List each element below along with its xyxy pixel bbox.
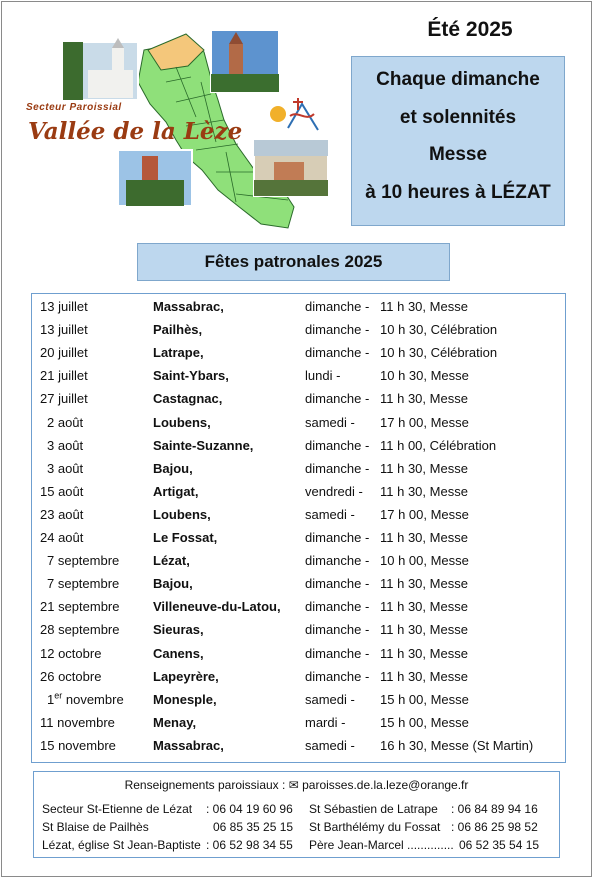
row-day: mardi - [305, 714, 346, 730]
schedule-row [32, 318, 565, 341]
row-place: Saint-Ybars, [153, 368, 229, 384]
row-time: 11 h 30, Messe [380, 299, 468, 314]
row-day: dimanche - [305, 599, 370, 615]
row-time: 10 h 30, Messe [380, 368, 469, 384]
row-time: 17 h 00, Messe [380, 414, 469, 430]
row-date: 21 juillet [40, 368, 88, 384]
schedule-row [32, 387, 565, 410]
row-day: dimanche - [305, 668, 370, 684]
schedule-row [32, 642, 565, 665]
row-time: 11 h 30, Messe [380, 530, 468, 545]
schedule-row [32, 526, 565, 549]
page-title: Été 2025 [427, 18, 513, 41]
contact-phone: : 06 84 89 94 16 [451, 802, 538, 816]
row-place: Latrape, [153, 345, 204, 361]
schedule-row [32, 688, 565, 711]
schedule-row [32, 411, 565, 434]
row-date: 11 novembre [40, 714, 115, 730]
row-date: 15 novembre [40, 737, 116, 753]
row-day: dimanche - [305, 622, 370, 638]
row-place: Lézat, [153, 553, 190, 569]
row-date: 13 juillet [40, 299, 88, 314]
row-time: 15 h 00, Messe [380, 714, 469, 730]
row-date: 21 septembre [40, 599, 120, 615]
contact-name: St Barthélémy du Fossat [309, 820, 441, 834]
contact-email[interactable]: paroisses.de.la.leze@orange.fr [302, 778, 469, 792]
schedule-row [32, 595, 565, 618]
contact-name: Père Jean-Marcel .............. [309, 838, 454, 852]
row-date: 2 août [47, 414, 84, 430]
schedule-row [32, 549, 565, 572]
row-time: 10 h 00, Messe [380, 553, 469, 569]
row-date: 12 octobre [40, 645, 102, 661]
row-date: 13 juillet [40, 322, 88, 338]
schedule-row [32, 665, 565, 688]
church-photo-3 [118, 150, 192, 206]
row-date: 26 octobre [40, 668, 102, 684]
row-place: Pailhès, [153, 322, 203, 338]
section-title: Fêtes patronales 2025 [137, 243, 450, 281]
row-date [47, 688, 124, 711]
row-day: vendredi - [305, 483, 363, 499]
row-time: 11 h 30, Messe [380, 645, 468, 661]
schedule-row [32, 480, 565, 503]
row-date: 3 août [47, 437, 84, 453]
contact-name: St Blaise de Pailhès [42, 820, 149, 834]
row-time: 11 h 30, Messe [380, 576, 468, 592]
row-place: Loubens, [153, 414, 211, 430]
row-day: dimanche - [305, 322, 370, 338]
row-date: 7 septembre [47, 576, 120, 592]
contact-phone: 06 52 35 54 15 [459, 838, 540, 852]
row-date-month: novembre [62, 691, 124, 707]
row-day: dimanche - [305, 299, 370, 314]
row-day: dimanche - [305, 345, 370, 361]
village-photo [254, 140, 328, 196]
row-time: 11 h 30, Messe [380, 483, 468, 499]
row-date: 15 août [40, 483, 84, 499]
announcement-line: à 10 heures à LÉZAT [365, 181, 551, 203]
row-place: Le Fossat, [153, 530, 218, 545]
row-place: Bajou, [153, 576, 193, 592]
schedule-row [32, 434, 565, 457]
row-day: dimanche - [305, 576, 370, 592]
row-day: dimanche - [305, 437, 370, 453]
row-place: Canens, [153, 645, 204, 661]
schedule-row [32, 341, 565, 364]
contact-phone: : 06 52 98 34 55 [206, 838, 293, 852]
row-place: Sieuras, [153, 622, 204, 638]
schedule-row [32, 572, 565, 595]
church-photo-2 [211, 30, 279, 92]
row-place: Monesple, [153, 691, 217, 707]
row-date: 20 juillet [40, 345, 88, 361]
announcement-line: Chaque dimanche [376, 69, 540, 90]
row-time: 16 h 30, Messe (St Martin) [380, 737, 534, 753]
row-time: 11 h 30, Messe [380, 391, 468, 407]
contact-header [34, 778, 559, 792]
brand-subtitle: Secteur Paroissial [26, 102, 122, 113]
contact-phone: : 06 04 19 60 96 [206, 802, 293, 816]
row-day: samedi - [305, 737, 355, 753]
contact-phone: : 06 86 25 98 52 [451, 820, 538, 834]
schedule-row [32, 457, 565, 480]
church-photo-1 [63, 38, 138, 100]
row-date-superscript: er [54, 690, 63, 701]
row-day: dimanche - [305, 553, 370, 569]
row-time: 11 h 30, Messe [380, 622, 468, 638]
brand-name: Vallée de la Lèze [28, 118, 243, 145]
announcement-line: Messe [428, 144, 488, 165]
row-place: Massabrac, [153, 737, 224, 753]
row-place: Villeneuve-du-Latou, [153, 599, 281, 615]
row-place: Artigat, [153, 483, 199, 499]
schedule-row [32, 618, 565, 641]
row-day: lundi - [305, 368, 341, 384]
parish-emblem-icon [270, 98, 318, 130]
row-place: Loubens, [153, 506, 211, 522]
row-day: samedi - [305, 691, 355, 707]
row-day: samedi - [305, 414, 355, 430]
mass-announcement-box [351, 56, 565, 226]
row-day: dimanche - [305, 391, 370, 407]
row-time: 11 h 30, Messe [380, 668, 468, 684]
row-time: 11 h 30, Messe [380, 460, 468, 476]
feast-schedule-table [31, 293, 566, 763]
row-date: 28 septembre [40, 622, 120, 638]
row-place: Bajou, [153, 460, 193, 476]
contact-label: Renseignements paroissiaux : [124, 778, 286, 792]
row-date: 24 août [40, 530, 84, 545]
row-date: 7 septembre [47, 553, 120, 569]
row-day: samedi - [305, 506, 355, 522]
row-time: 11 h 00, Célébration [380, 437, 497, 453]
row-time: 10 h 30, Célébration [380, 322, 498, 338]
row-time: 17 h 00, Messe [380, 506, 469, 522]
contact-name: St Sébastien de Latrape [309, 802, 438, 816]
row-time: 10 h 30, Célébration [380, 345, 498, 361]
schedule-row [32, 503, 565, 526]
contact-phone: 06 85 35 25 15 [213, 820, 294, 834]
schedule-row [32, 364, 565, 387]
row-time: 15 h 00, Messe [380, 691, 469, 707]
contact-name: Lézat, église St Jean-Baptiste [42, 838, 201, 852]
announcement-line: et solennités [399, 106, 517, 128]
row-place: Massabrac, [153, 299, 224, 314]
row-place: Lapeyrère, [153, 668, 219, 684]
schedule-row [32, 711, 565, 734]
row-day: dimanche - [305, 460, 370, 476]
schedule-row [32, 295, 565, 318]
contact-name: Secteur St-Etienne de Lézat [42, 802, 193, 816]
row-place: Sainte-Suzanne, [153, 437, 254, 453]
envelope-icon: ✉ [288, 778, 299, 792]
row-date: 23 août [40, 506, 84, 522]
contact-box [33, 771, 560, 858]
row-day: dimanche - [305, 645, 370, 661]
row-time: 11 h 30, Messe [380, 599, 468, 615]
row-date: 27 juillet [40, 391, 88, 407]
row-place: Menay, [153, 714, 197, 730]
row-day: dimanche - [305, 530, 370, 545]
row-date: 3 août [47, 460, 84, 476]
row-date-day: 1 [47, 691, 55, 707]
row-place: Castagnac, [153, 391, 223, 407]
schedule-row [32, 734, 565, 757]
